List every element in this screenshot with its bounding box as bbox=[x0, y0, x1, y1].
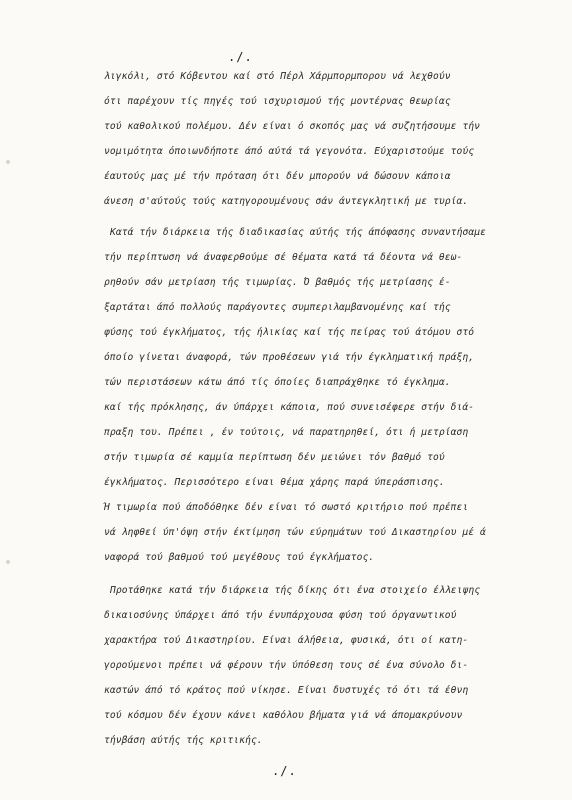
page-marker-top: ./. bbox=[228, 50, 253, 64]
text-line: γορούμενοι πρέπει νά φέρουν τήν ύπόθεση τους σέ ένα σύνολο δι- bbox=[104, 660, 469, 671]
text-line: τού κόσμου δέν έχουν κάνει καθόλου βήματα γιά νά άπομακρύνουν bbox=[104, 710, 463, 721]
text-line: πραξη του. Πρέπει , έν τούτοις, νά παρατηρηθεί, ότι ή μετρίαση bbox=[104, 427, 469, 438]
text-line: τού καθολικού πολέμου. Δέν είναι ό σκοπός μας νά συζητήσουμε τήν bbox=[104, 121, 481, 132]
text-line: τήν περίπτωση νά άναφερθούμε σέ θέματα κατά τά δέοντα νά θεω- bbox=[104, 252, 463, 263]
text-line: νομιμότητα όποιωνδήποτε άπό αύτά τά γεγονότα. Εύχαριστούμε τούς bbox=[104, 146, 475, 157]
text-line: Κατά τήν διάρκεια τής διαδικασίας αύτής τής άπόφασης συναντήσαμε bbox=[110, 227, 487, 238]
text-line: νά ληφθεί ύπ'όψη στήν έκτίμηση τών εύρημάτων τού Δικαστηρίου μέ ά bbox=[104, 527, 486, 538]
binding-hole-mark bbox=[6, 560, 10, 564]
text-line: τήνβάση αύτής τής κριτικής. bbox=[104, 735, 263, 746]
text-line: Προτάθηκε κατά τήν διάρκεια τής δίκης ότι ένα στοιχείο έλλειψης bbox=[110, 585, 481, 596]
text-line: ρηθούν σάν μετρίαση τής τιμωρίας. Ό βαθμός τής μετρίασης έ- bbox=[104, 277, 451, 288]
text-line: στήν τιμωρία σέ καμμία περίπτωση δέν μειώνει τόν βαθμό τού bbox=[104, 452, 445, 463]
text-line: καστών άπό τό κράτος πού νίκησε. Είναι δυστυχές τό ότι τά έθνη bbox=[104, 685, 469, 696]
text-line: έαυτούς μας μέ τήν πρόταση ότι δέν μπορούν νά δώσουν κάποια bbox=[104, 171, 451, 182]
text-line: χαρακτήρα τού Δικαστηρίου. Είναι άλήθεια, φυσικά, ότι οί κατη- bbox=[104, 635, 469, 646]
text-line: ξαρτάται άπό πολλούς παράγοντες συμπεριλαμβανομένης καί τής bbox=[104, 302, 451, 313]
text-line: δικαιοσύνης ύπάρχει άπό τήν ένυπάρχουσα φύση τού όργανωτικού bbox=[104, 610, 457, 621]
text-line: άνεση σ'αύτούς τούς κατηγορουμένους σάν άντεγκλητική με τυρία. bbox=[104, 196, 469, 207]
text-line: καί τής πρόκλησης, άν ύπάρχει κάποια, πού συνεισέφερε στήν διά- bbox=[104, 402, 475, 413]
binding-hole-mark bbox=[6, 160, 10, 164]
text-line: έγκλήματος. Περισσότερο είναι θέμα χάρης παρά ύπεράσπισης. bbox=[104, 477, 445, 488]
text-line: τών περιστάσεων κάτω άπό τίς όποίες διαπράχθηκε τό έγκλημα. bbox=[104, 377, 451, 388]
text-line: ναφορά τού βαθμού τού μεγέθους τού έγκλήματος. bbox=[104, 552, 375, 563]
text-line: φύσης τού έγκλήματος, τής ήλικίας καί τής πείρας τού άτόμου στό bbox=[104, 327, 475, 338]
text-line: Ή τιμωρία πού άποδόθηκε δέν είναι τό σωστό κριτήριο πού πρέπει bbox=[104, 502, 469, 513]
text-line: όποίο γίνεται άναφορά, τών προθέσεων γιά τήν έγκληματική πράξη, bbox=[104, 352, 475, 363]
page-marker-bottom: ./. bbox=[272, 764, 297, 778]
text-line: λιγκόλι, στό Κόβεντου καί στό Πέρλ Χάρμπορμπορου νά λεχθούν bbox=[104, 71, 451, 82]
text-line: ότι παρέχουν τίς πηγές τού ισχυρισμού τής μοντέρνας θεωρίας bbox=[104, 96, 451, 107]
